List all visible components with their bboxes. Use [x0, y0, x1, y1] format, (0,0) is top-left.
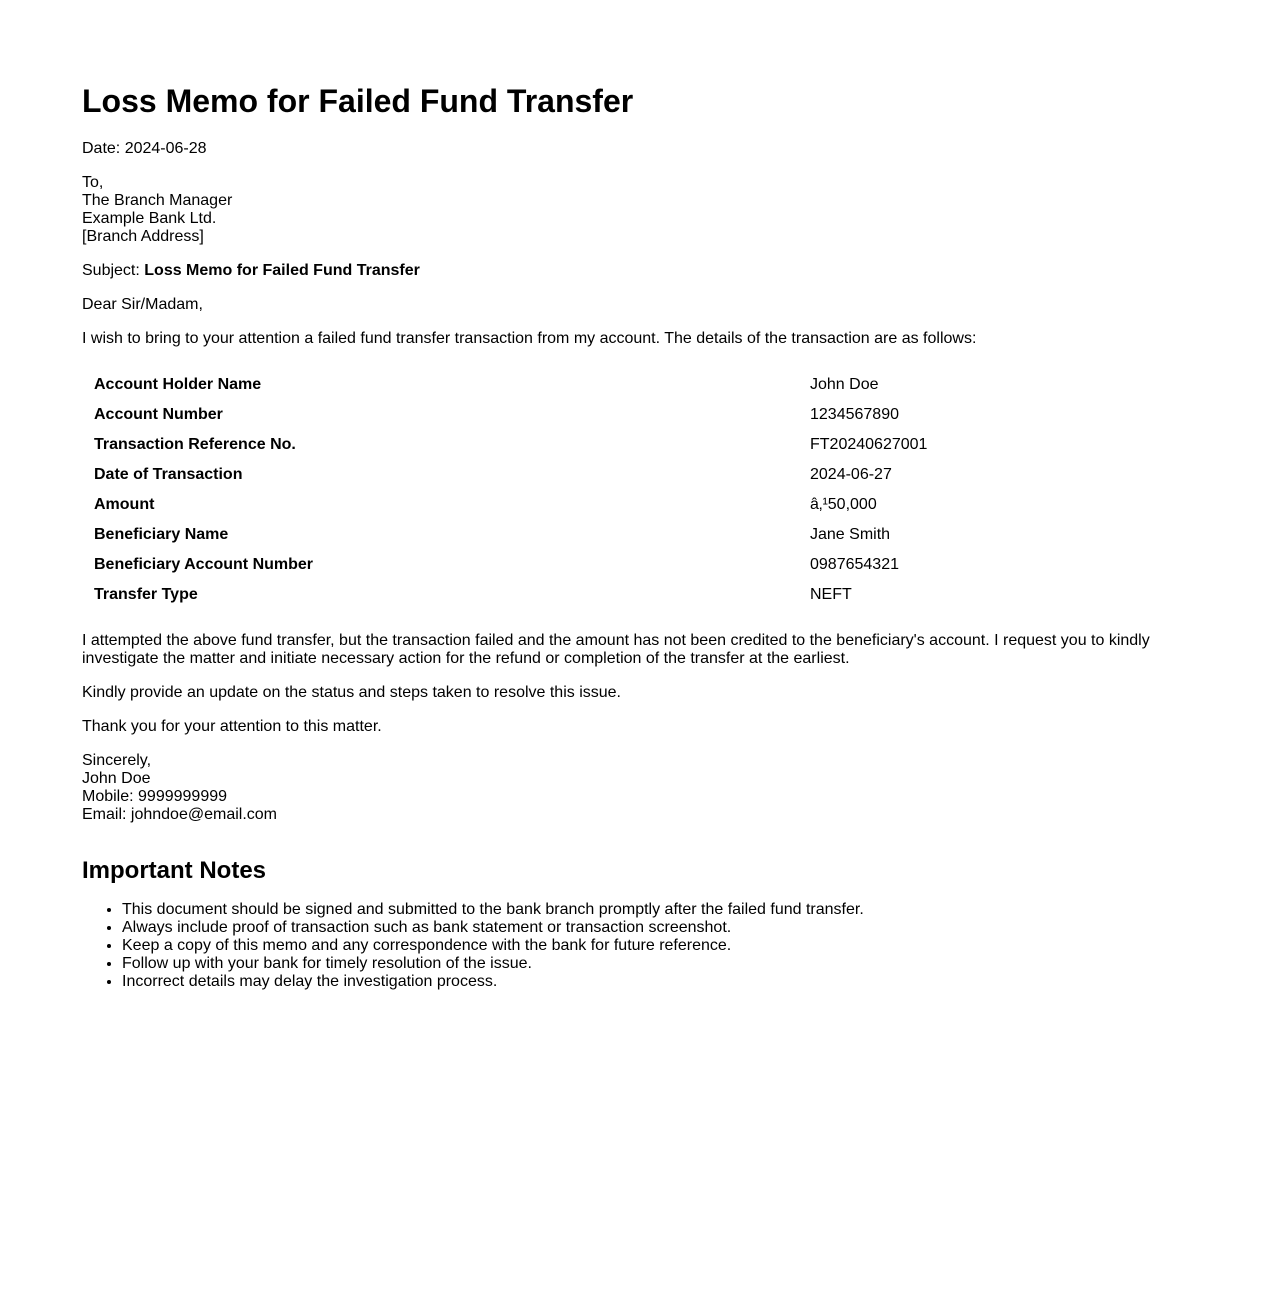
table-row: [82, 580, 1178, 610]
table-row: [82, 370, 1178, 400]
table-row: [82, 460, 1178, 490]
notes-list: [82, 901, 1182, 991]
recipient-address: [82, 174, 1182, 246]
signer-email: Email: johndoe@email.com: [82, 806, 277, 823]
intro-paragraph: I wish to bring to your attention a failed fund transfer transaction from my account. The details of the transaction are as follows:: [82, 330, 977, 347]
signature-block: [82, 752, 1182, 824]
body-paragraph: Kindly provide an update on the status and steps taken to resolve this issue.: [82, 684, 621, 701]
detail-value: 2024-06-27: [810, 466, 892, 483]
list-item: • Keep a copy of this memo and any correspondence with the bank for future reference.: [122, 937, 1182, 955]
address-line: The Branch Manager: [82, 192, 233, 209]
table-row: [82, 430, 1178, 460]
address-line: [Branch Address]: [82, 228, 204, 245]
detail-value: 1234567890: [810, 406, 899, 423]
list-item: • Incorrect details may delay the investigation process.: [122, 973, 1182, 991]
transaction-details-table: [82, 370, 1178, 610]
list-item: • Always include proof of transaction such as bank statement or transaction screenshot.: [122, 919, 1182, 937]
greeting: Dear Sir/Madam,: [82, 296, 203, 313]
table-row: [82, 490, 1178, 520]
page-title: Loss Memo for Failed Fund Transfer: [82, 83, 634, 119]
subject-prefix: Subject:: [82, 262, 145, 279]
detail-value: 0987654321: [810, 556, 899, 573]
table-row: [82, 400, 1178, 430]
table-row: [82, 550, 1178, 580]
detail-label: Transaction Reference No.: [94, 436, 296, 453]
detail-label: Account Number: [94, 406, 223, 423]
list-item: • Follow up with your bank for timely resolution of the issue.: [122, 955, 1182, 973]
detail-value: John Doe: [810, 376, 879, 393]
memo-date: Date: 2024-06-28: [82, 140, 207, 157]
address-line: Example Bank Ltd.: [82, 210, 217, 227]
list-item: • This document should be signed and submitted to the bank branch promptly after the failed fund transfer.: [122, 901, 1182, 919]
detail-label: Amount: [94, 496, 155, 513]
detail-label: Beneficiary Account Number: [94, 556, 314, 573]
detail-value: â‚¹50,000: [810, 496, 877, 513]
detail-value: Jane Smith: [810, 526, 891, 543]
detail-label: Date of Transaction: [94, 466, 243, 483]
signer-mobile: Mobile: 9999999999: [82, 788, 228, 805]
detail-value: FT20240627001: [810, 436, 928, 453]
subject-text: Loss Memo for Failed Fund Transfer: [144, 262, 420, 279]
table-row: [82, 520, 1178, 550]
subject-line: [82, 262, 1182, 280]
detail-label: Transfer Type: [94, 586, 198, 603]
signoff-line: Sincerely,: [82, 752, 152, 769]
body-paragraph: I attempted the above fund transfer, but the transaction failed and the amount has not been credited to the beneficiary's account. I request you to kindly investigate the matter and initiate necessary action for the refund or completion of the transfer at the earliest.: [82, 632, 1150, 667]
detail-value: NEFT: [810, 586, 852, 603]
address-line: To,: [82, 174, 104, 191]
detail-label: Account Holder Name: [94, 376, 262, 393]
body-paragraph: Thank you for your attention to this matter.: [82, 718, 382, 735]
signer-name: John Doe: [82, 770, 151, 787]
detail-label: Beneficiary Name: [94, 526, 229, 543]
notes-heading: Important Notes: [82, 857, 267, 884]
